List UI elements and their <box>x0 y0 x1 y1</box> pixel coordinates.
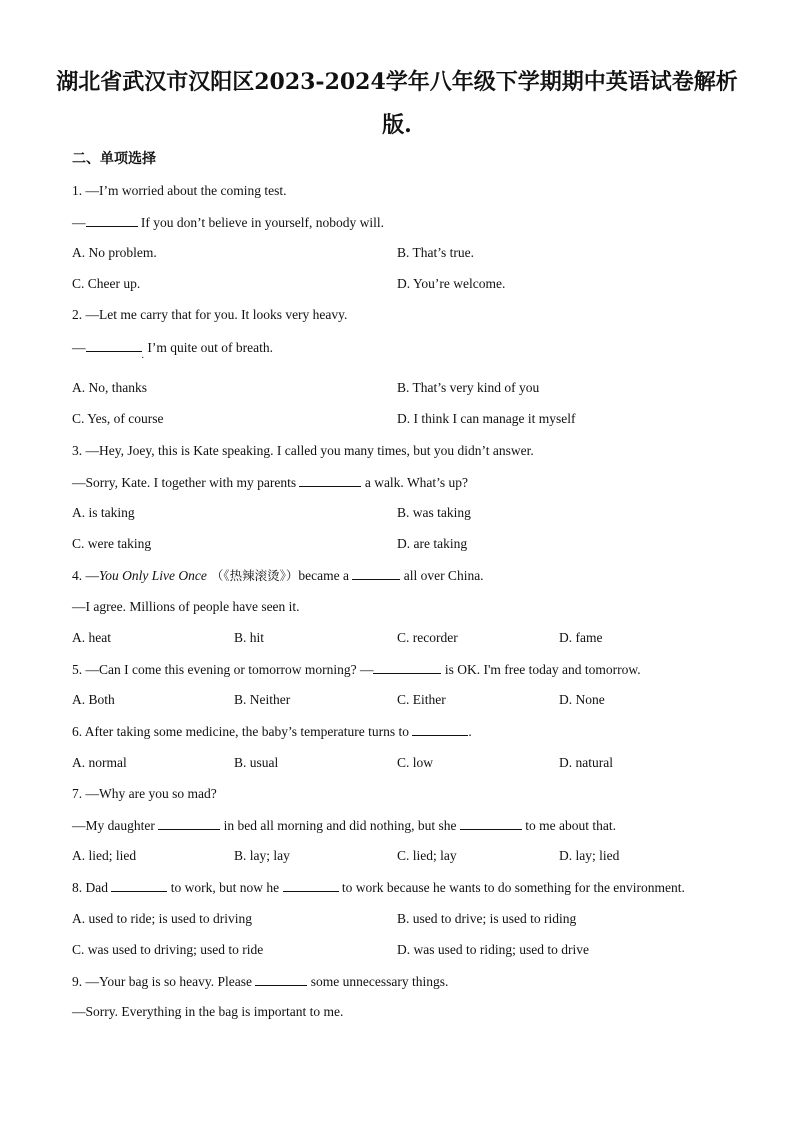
q7-blank-1 <box>158 816 220 830</box>
q1-response-text: If you don’t believe in yourself, nobody will. <box>137 215 384 230</box>
q2-option-d: D. I think I can manage it myself <box>397 411 576 426</box>
q2-stem: 2. —Let me carry that for you. It looks very heavy. <box>72 307 348 322</box>
q1-option-c: C. Cheer up. <box>72 276 141 291</box>
q4-movie-title: You Only Live Once <box>99 568 207 583</box>
q8-stem <box>72 878 685 897</box>
q7-option-c: C. lied; lay <box>397 848 457 863</box>
q6-option-a: A. normal <box>72 755 127 770</box>
q9-blank <box>255 972 307 986</box>
q3-response <box>72 473 468 492</box>
q8-stem-mid: to work, but now he <box>167 880 283 895</box>
q5-blank <box>373 660 441 674</box>
q3-blank <box>299 473 361 487</box>
page-title-line-2: 版. <box>382 112 412 138</box>
q7-stem: 7. —Why are you so mad? <box>72 786 217 801</box>
section-heading: 二、单项选择 <box>72 151 156 167</box>
q7-option-b: B. lay; lay <box>234 848 290 863</box>
q1-dash: — <box>72 215 86 230</box>
q6-stem-end: . <box>468 724 472 739</box>
q5-stem-start: 5. —Can I come this evening or tomorrow morning? — <box>72 662 374 677</box>
q3-option-d: D. are taking <box>397 536 468 551</box>
q5-stem <box>72 660 641 679</box>
page-title-line-1: 湖北省武汉市汉阳区2023-2024学年八年级下学期期中英语试卷解析 <box>56 69 738 95</box>
q8-option-b: B. used to drive; is used to riding <box>397 911 577 926</box>
q7-response-start: —My daughter <box>72 818 159 833</box>
q4-response: —I agree. Millions of people have seen it. <box>72 599 300 614</box>
q7-response-end: to me about that. <box>521 818 616 833</box>
q2-blank <box>86 338 142 352</box>
q2-response <box>72 338 273 359</box>
q4-option-b: B. hit <box>234 630 265 645</box>
q2-option-b: B. That’s very kind of you <box>397 380 540 395</box>
q3-option-c: C. were taking <box>72 536 152 551</box>
q9-stem-start: 9. —Your bag is so heavy. Please <box>72 974 256 989</box>
q9-stem-end: some unnecessary things. <box>307 974 449 989</box>
q3-option-a: A. is taking <box>72 505 135 520</box>
q2-response-text: I’m quite out of breath. <box>144 340 273 355</box>
q1-option-d: D. You’re welcome. <box>397 276 506 291</box>
q4-stem-end: all over China. <box>400 568 484 583</box>
q4-number: 4. — <box>72 568 99 583</box>
q5-option-a: A. Both <box>72 692 115 707</box>
q1-response <box>72 213 384 232</box>
q8-stem-end: to work because he wants to do something for the environment. <box>338 880 685 895</box>
q8-stem-start: 8. Dad <box>72 880 112 895</box>
q5-option-c: C. Either <box>397 692 446 707</box>
q7-response <box>72 816 616 835</box>
q1-blank <box>86 213 138 227</box>
q4-option-a: A. heat <box>72 630 111 645</box>
q7-option-a: A. lied; lied <box>72 848 137 863</box>
q2-option-a: A. No, thanks <box>72 380 147 395</box>
q3-stem: 3. —Hey, Joey, this is Kate speaking. I called you many times, but you didn’t answer. <box>72 443 534 458</box>
q5-option-b: B. Neither <box>234 692 291 707</box>
q7-response-mid: in bed all morning and did nothing, but she <box>220 818 460 833</box>
q4-option-c: C. recorder <box>397 630 458 645</box>
q6-stem-start: 6. After taking some medicine, the baby’s temperature turns to <box>72 724 413 739</box>
q8-option-d: D. was used to riding; used to drive <box>397 942 589 957</box>
q3-response-end: a walk. What’s up? <box>361 475 469 490</box>
q8-blank-2 <box>283 878 339 892</box>
q8-option-c: C. was used to driving; used to ride <box>72 942 264 957</box>
q1-option-a: A. No problem. <box>72 245 157 260</box>
q4-chinese-title: （《热辣滚烫》） <box>206 568 299 583</box>
q9-response: —Sorry. Everything in the bag is important to me. <box>72 1004 344 1019</box>
q5-option-d: D. None <box>559 692 605 707</box>
q9-stem <box>72 972 448 991</box>
q4-blank <box>352 566 400 580</box>
q1-stem: 1. —I’m worried about the coming test. <box>72 183 287 198</box>
q2-option-c: C. Yes, of course <box>72 411 164 426</box>
q6-option-b: B. usual <box>234 755 279 770</box>
q8-blank-1 <box>111 878 167 892</box>
q3-option-b: B. was taking <box>397 505 471 520</box>
q6-option-c: C. low <box>397 755 434 770</box>
q4-stem-mid: became a <box>298 568 353 583</box>
q6-stem <box>72 722 472 741</box>
q7-blank-2 <box>460 816 522 830</box>
q2-dash: — <box>72 340 86 355</box>
q4-stem <box>72 566 484 585</box>
q5-stem-end: is OK. I'm free today and tomorrow. <box>441 662 641 677</box>
q6-option-d: D. natural <box>559 755 613 770</box>
q3-response-start: —Sorry, Kate. I together with my parents <box>72 475 300 490</box>
q8-option-a: A. used to ride; is used to driving <box>72 911 252 926</box>
q1-option-b: B. That’s true. <box>397 245 474 260</box>
q2-dot: . <box>141 350 144 361</box>
q6-blank <box>412 722 468 736</box>
q4-option-d: D. fame <box>559 630 603 645</box>
q7-option-d: D. lay; lied <box>559 848 620 863</box>
